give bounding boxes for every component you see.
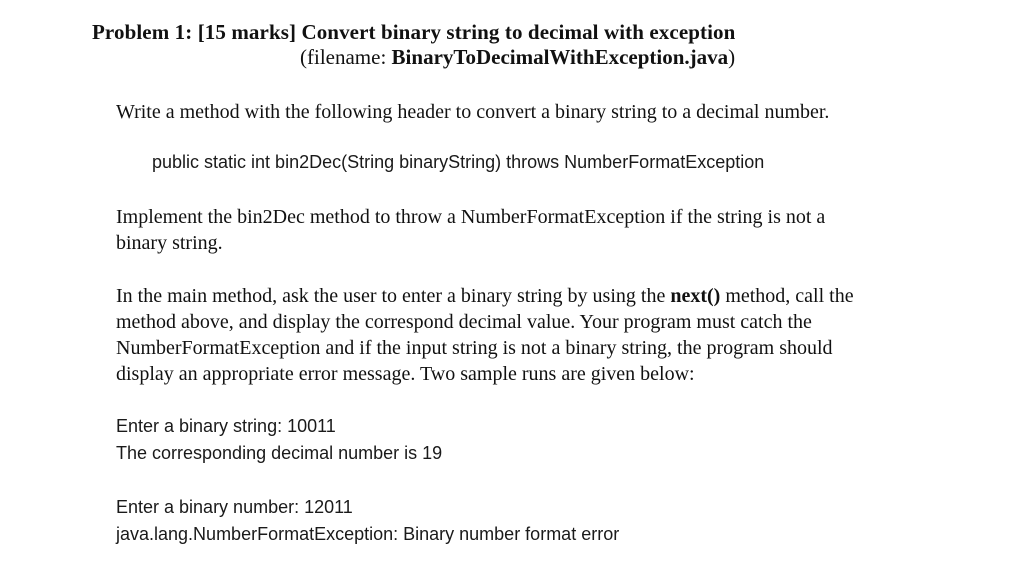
next-method-name: next() bbox=[670, 285, 721, 307]
sample-run-2 bbox=[116, 494, 619, 548]
sample-run-1-output: The corresponding decimal number is 19 bbox=[116, 443, 443, 463]
main-line-3: NumberFormatException and if the input string is not a binary string, the program should bbox=[116, 337, 833, 359]
filename-prefix: (filename: bbox=[300, 45, 392, 69]
main-method-paragraph bbox=[116, 283, 854, 387]
sample-run-1-prompt: Enter a binary string: 10011 bbox=[116, 416, 336, 436]
filename-suffix: ) bbox=[728, 45, 736, 69]
main-line-1-text-a: In the main method, ask the user to enter a binary string by using the bbox=[116, 285, 671, 307]
sample-run-1 bbox=[116, 413, 442, 467]
sample-run-2-output: java.lang.NumberFormatException: Binary number format error bbox=[116, 524, 620, 544]
implement-paragraph bbox=[116, 204, 825, 256]
main-line-2: method above, and display the correspond decimal value. Your program must catch the bbox=[116, 311, 812, 333]
main-line-1-text-b: method, call the bbox=[720, 285, 854, 307]
problem-heading: Problem 1: [15 marks] Convert binary string to decimal with exception bbox=[92, 20, 736, 44]
implement-line-1: Implement the bin2Dec method to throw a NumberFormatException if the string is not a bbox=[116, 206, 826, 228]
filename: BinaryToDecimalWithException.java bbox=[391, 45, 729, 69]
intro-paragraph: Write a method with the following header to convert a binary string to a decimal number. bbox=[116, 101, 830, 123]
filename-line bbox=[300, 45, 735, 70]
sample-run-2-prompt: Enter a binary number: 12011 bbox=[116, 497, 353, 517]
main-line-1 bbox=[116, 283, 854, 309]
implement-line-2: binary string. bbox=[116, 232, 223, 254]
main-line-4: display an appropriate error message. Two sample runs are given below: bbox=[116, 363, 695, 385]
method-header-code: public static int bin2Dec(String binaryString) throws NumberFormatException bbox=[152, 152, 765, 172]
